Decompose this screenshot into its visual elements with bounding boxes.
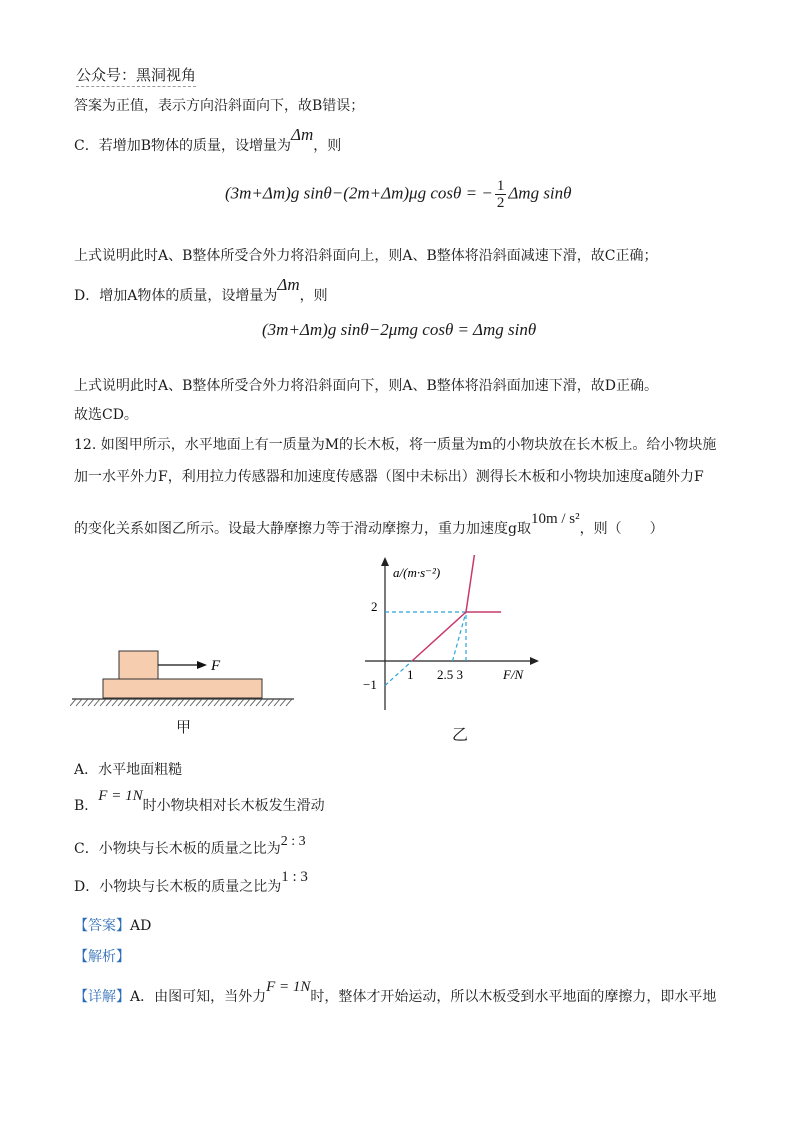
solution-c-conclusion: 上式说明此时A、B整体所受合外力将沿斜面向上，则A、B整体将沿斜面减速下滑，故C正确；: [74, 248, 658, 264]
dashed-guide-line: [453, 612, 467, 661]
x-axis-label: F/N: [503, 667, 524, 682]
answer-value: AD: [130, 918, 152, 934]
hatch-mark: [88, 699, 94, 706]
question-line-3-text: 的变化关系如图乙所示。设最大静摩擦力等于滑动摩擦力，重力加速度g取: [74, 521, 531, 537]
then-text: ，则: [313, 138, 342, 154]
option-a: A．水平地面粗糙: [74, 762, 183, 778]
hatch-mark: [274, 699, 280, 706]
hatch-mark: [262, 699, 268, 706]
equation-d: (3m+Δm)g sinθ−2μmg cosθ = Δmg sinθ: [262, 320, 537, 339]
hatch-mark: [160, 699, 166, 706]
figure-jia-caption: 甲: [176, 718, 192, 736]
detail-text-1: A．由图可知，当外力: [130, 989, 267, 1005]
detail-line: [74, 979, 717, 1006]
question-line-3-tail: ，则（ ）: [579, 521, 664, 537]
option-c-ratio: 2 : 3: [280, 834, 306, 849]
hatch-mark: [112, 699, 118, 706]
hatch-mark: [130, 699, 136, 706]
hatch-mark: [196, 699, 202, 706]
hatch-mark: [94, 699, 100, 706]
ground-hatching: [70, 699, 292, 706]
hatch-mark: [118, 699, 124, 706]
hatch-mark: [184, 699, 190, 706]
hatch-mark: [226, 699, 232, 706]
block-small: [119, 651, 158, 679]
hatch-mark: [70, 699, 76, 706]
hatch-mark: [136, 699, 142, 706]
hatch-mark: [178, 699, 184, 706]
fraction-half: [495, 178, 507, 211]
hatch-mark: [166, 699, 172, 706]
fraction-numerator: 1: [496, 178, 505, 194]
y-tick-neg1: −1: [363, 677, 377, 692]
board-long: [103, 679, 262, 698]
hatch-mark: [268, 699, 274, 706]
equation-c-right: Δmg sinθ: [508, 183, 572, 203]
hatch-mark: [280, 699, 286, 706]
hatch-mark: [250, 699, 256, 706]
force-label: F: [211, 658, 221, 674]
answer-line: [74, 915, 151, 935]
solution-b-line: 答案为正值，表示方向沿斜面向下，故B错误；: [74, 98, 365, 114]
choose-line: 故选CD。: [74, 407, 138, 423]
hatch-mark: [172, 699, 178, 706]
watermark-text: 公众号：黑洞视角: [76, 64, 196, 87]
option-c-text: C．小物块与长木板的质量之比为: [74, 841, 281, 857]
question-line-2: 加一水平外力F，利用拉力传感器和加速度传感器（图中未标出）测得长木板和小物块加速度a随外力F: [74, 469, 704, 485]
x-tick-1: 1: [407, 667, 414, 682]
option-d-text: D．小物块与长木板的质量之比为: [74, 879, 282, 895]
hatch-mark: [100, 699, 106, 706]
question-line-1: 12. 如图甲所示，水平地面上有一质量为M的长木板，将一质量为m的小物块放在长木板上。给小物块施: [74, 437, 717, 453]
solution-d-intro: [74, 275, 328, 305]
solution-c-text: C．若增加B物体的质量，设增量为: [74, 138, 291, 154]
y-axis-label: a/(m·s⁻²): [393, 565, 441, 580]
hatch-mark: [244, 699, 250, 706]
option-b: [74, 788, 325, 815]
delta-m-var: Δm: [291, 125, 314, 144]
y-axis-arrow: [381, 557, 389, 566]
hatch-mark: [148, 699, 154, 706]
question-line-3: [74, 511, 664, 538]
figure-yi-caption: 乙: [452, 725, 469, 744]
hatch-mark: [220, 699, 226, 706]
fraction-denominator: 2: [496, 195, 505, 211]
answer-tag: 【答案】: [74, 918, 130, 934]
hatch-mark: [124, 699, 130, 706]
gravity-value: 10m / s²: [530, 511, 580, 527]
detail-text-2: 时，整体才开始运动，所以木板受到水平地面的摩擦力，即水平地: [310, 989, 717, 1005]
hatch-mark: [142, 699, 148, 706]
hatch-mark: [256, 699, 262, 706]
hatch-mark: [208, 699, 214, 706]
force-arrow-head: [197, 661, 207, 669]
hatch-mark: [232, 699, 238, 706]
analysis-tag: 【解析】: [74, 949, 130, 965]
solution-d-conclusion: 上式说明此时A、B整体所受合外力将沿斜面向下，则A、B整体将沿斜面加速下滑，故D正确。: [74, 378, 659, 394]
hatch-mark: [82, 699, 88, 706]
x-tick-25-3: 2.5 3: [437, 667, 463, 682]
hatch-mark: [214, 699, 220, 706]
delta-m-var-d: Δm: [277, 275, 300, 294]
hatch-mark: [154, 699, 160, 706]
hatch-mark: [238, 699, 244, 706]
hatch-mark: [190, 699, 196, 706]
then-text-d: ，则: [299, 288, 328, 304]
equation-c-left: (3m+Δm)g sinθ−(2m+Δm)μg cosθ = −: [225, 183, 493, 203]
hatch-mark: [76, 699, 82, 706]
y-tick-2: 2: [371, 599, 378, 614]
detail-tag: 【详解】: [74, 989, 130, 1005]
option-d-ratio: 1 : 3: [281, 869, 308, 885]
solution-d-text: D．增加A物体的质量，设增量为: [74, 288, 278, 304]
option-b-math: F = 1N: [98, 788, 143, 804]
option-d: [74, 869, 308, 896]
hatch-mark: [106, 699, 112, 706]
x-axis-arrow: [530, 657, 539, 665]
option-c: [74, 834, 306, 858]
hatch-mark: [202, 699, 208, 706]
hatch-mark: [286, 699, 292, 706]
option-b-text: 时小物块相对长木板发生滑动: [142, 798, 325, 814]
equation-c: [225, 178, 572, 211]
detail-math: F = 1N: [266, 979, 311, 995]
solution-c-intro: [74, 125, 342, 155]
figure-yi-chart: [355, 555, 540, 715]
option-b-prefix: B．: [74, 798, 99, 814]
